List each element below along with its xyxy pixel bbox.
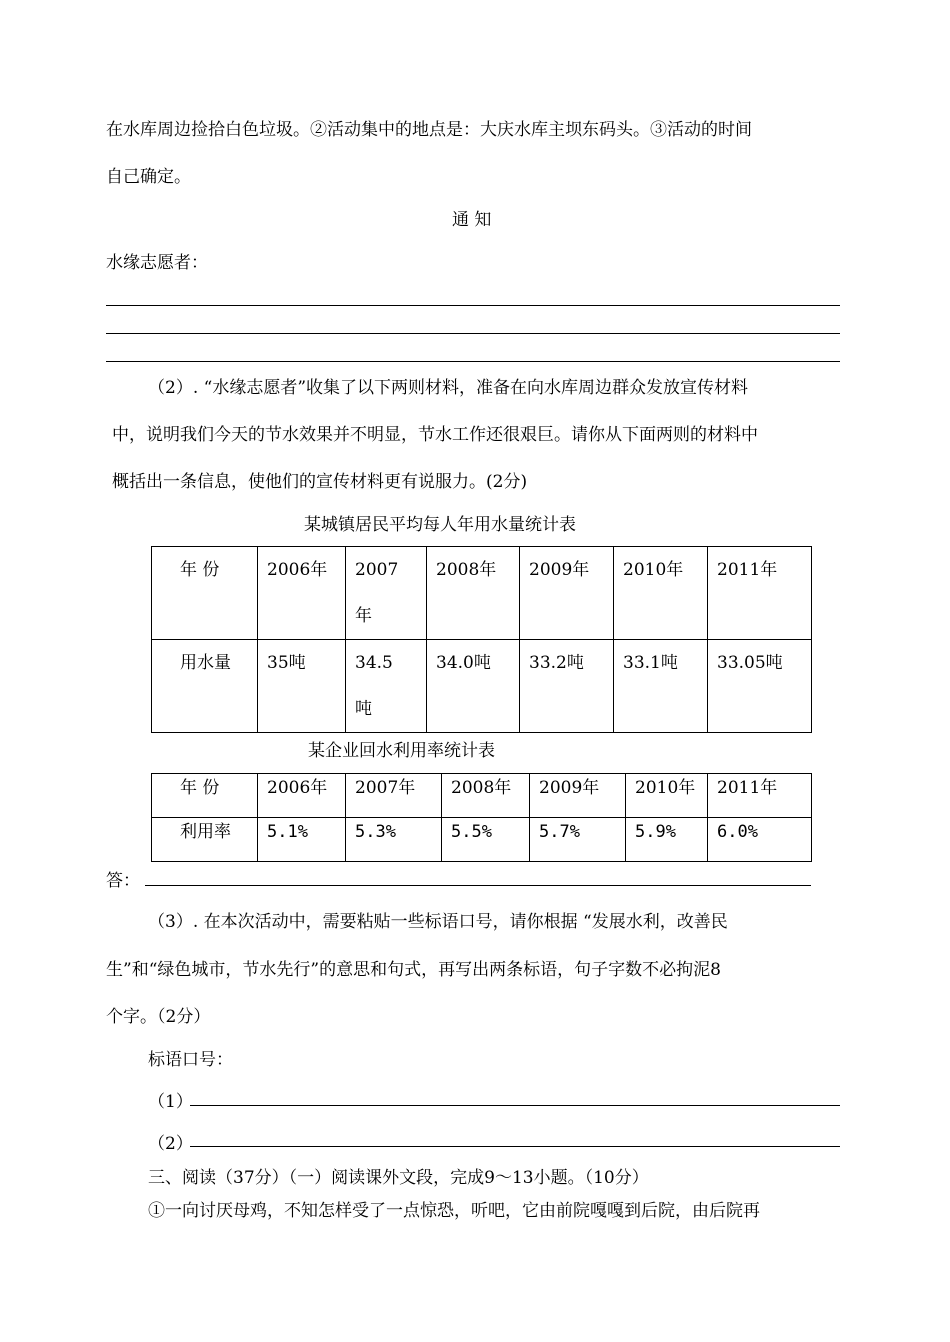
intro-line-1: 在水库周边捡拾白色垃圾。②活动集中的地点是：大庆水库主坝东码头。③活动的时间 [106, 120, 752, 140]
table1-title: 某城镇居民平均每人年用水量统计表 [304, 515, 576, 535]
slogan-item-1-label: （1） [148, 1092, 193, 1112]
table1-value-cell: 35吨 [258, 640, 346, 733]
table1-year-cell: 2006年 [258, 547, 346, 640]
section3-paragraph-1: ①一向讨厌母鸡，不知怎样受了一点惊恐，听吧，它由前院嘎嘎到后院，由后院再 [148, 1201, 760, 1221]
table2-value-cell: 5.3% [346, 818, 442, 862]
table1-row-label: 用水量 [152, 640, 258, 733]
q3-line-3: 个字。（2分） [106, 1007, 211, 1027]
table2-year-cell: 2008年 [442, 774, 530, 818]
table2-year-cell: 2007年 [346, 774, 442, 818]
table2-title: 某企业回水利用率统计表 [308, 741, 495, 761]
table2-row-label: 利用率 [152, 818, 258, 862]
slogan-blank-line-1[interactable] [190, 1105, 840, 1106]
notice-title: 通 知 [452, 210, 492, 230]
answer-blank-line[interactable] [145, 885, 811, 886]
table2-year-cell: 2009年 [530, 774, 626, 818]
table2-value-cell: 5.5% [442, 818, 530, 862]
notice-blank-line-2[interactable] [106, 333, 840, 334]
table2-value-cell: 5.9% [626, 818, 708, 862]
answer-label: 答： [106, 871, 140, 891]
notice-blank-line-1[interactable] [106, 305, 840, 306]
table1-value-row [152, 640, 812, 733]
q2-line-3: 概括出一条信息，使他们的宣传材料更有说服力。(2分) [112, 472, 528, 492]
table2-value-cell: 5.1% [258, 818, 346, 862]
q2-line-2: 中，说明我们今天的节水效果并不明显，节水工作还很艰巨。请你从下面两则的材料中 [112, 425, 758, 445]
table1-header-row [152, 547, 812, 640]
table1-year-cell: 2008年 [427, 547, 520, 640]
table2-value-cell: 5.7% [530, 818, 626, 862]
table2-value-cell: 6.0% [708, 818, 812, 862]
table1-value-cell: 33.1吨 [614, 640, 708, 733]
notice-blank-line-3[interactable] [106, 361, 840, 362]
slogan-label: 标语口号： [148, 1050, 233, 1070]
table2-header-row [152, 774, 812, 818]
table2-year-cell: 2011年 [708, 774, 812, 818]
table1-header-label: 年 份 [152, 547, 258, 640]
slogan-item-2-label: （2） [148, 1134, 193, 1154]
table1-value-cell: 34.0吨 [427, 640, 520, 733]
table2-year-cell: 2006年 [258, 774, 346, 818]
table1-year-cell: 2007 年 [346, 547, 427, 640]
table1-value-cell: 34.5 吨 [346, 640, 427, 733]
table2-year-cell: 2010年 [626, 774, 708, 818]
q2-line-1: （2）. “水缘志愿者”收集了以下两则材料，准备在向水库周边群众发放宣传材料 [148, 378, 749, 398]
table1-value-cell: 33.2吨 [520, 640, 614, 733]
section3-heading: 三、阅读（37分）（一）阅读课外文段，完成9～13小题。（10分） [148, 1168, 649, 1188]
intro-line-2: 自己确定。 [106, 167, 191, 187]
table2-value-row [152, 818, 812, 862]
table1-year-cell: 2010年 [614, 547, 708, 640]
table1-year-cell: 2009年 [520, 547, 614, 640]
table1-year-cell: 2011年 [708, 547, 812, 640]
notice-salutation: 水缘志愿者： [106, 253, 208, 273]
water-reuse-table [151, 773, 812, 862]
table2-header-label: 年 份 [152, 774, 258, 818]
q3-line-1: （3）. 在本次活动中，需要粘贴一些标语口号，请你根据 “发展水利，改善民 [148, 912, 728, 932]
q3-line-2: 生”和“绿色城市，节水先行”的意思和句式，再写出两条标语，句子字数不必拘泥8 [106, 960, 721, 980]
table1-value-cell: 33.05吨 [708, 640, 812, 733]
slogan-blank-line-2[interactable] [190, 1146, 840, 1147]
water-usage-table [151, 546, 812, 733]
